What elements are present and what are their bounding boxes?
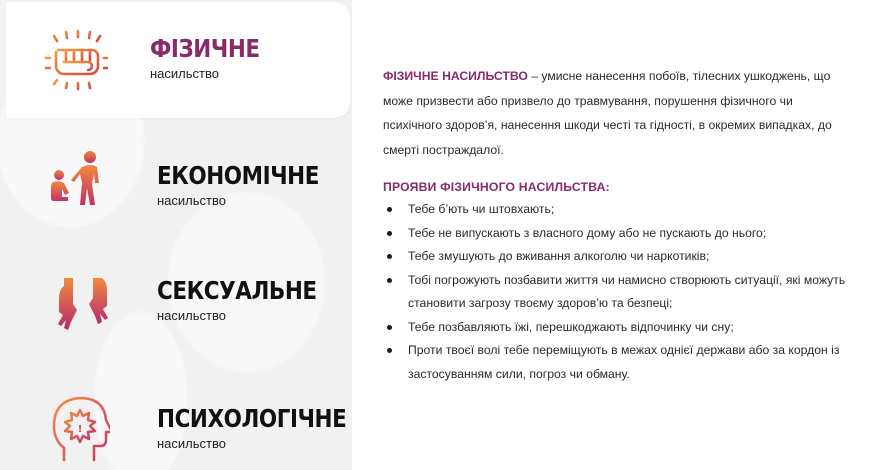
- list-item: Тобі погрожують позбавити життя чи намисно створюють ситуації, які можуть становити загрозу твоєму здоров’ю та безпеці;: [383, 269, 853, 316]
- list-item: Тебе не випускають з власного дому або не пускають до нього;: [383, 222, 853, 246]
- tab-economic-title: ЕКОНОМІЧНЕ: [157, 161, 319, 190]
- definition-term: ФІЗИЧНЕ НАСИЛЬСТВО: [383, 69, 528, 83]
- tab-physical-title: ФІЗИЧНЕ: [150, 34, 260, 63]
- definition-text: – умисне нанесення побоїв, тілесних ушкоджень, що може призвести або призвело до травмування, порушення фізичного чи психічного здоров’я, нанесення шкоди честі та гідності, в окремих випадках, до смерті постраждалої.: [383, 69, 832, 157]
- tab-psychological-title: ПСИХОЛОГІЧНЕ: [157, 404, 347, 433]
- tab-sexual[interactable]: [0, 240, 352, 358]
- list-item: Тебе б’ють чи штовхають;: [383, 198, 853, 222]
- tab-economic-subtitle: насильство: [157, 193, 226, 208]
- people-kneeling-icon: [46, 149, 110, 213]
- head-burst-icon: [50, 394, 110, 466]
- svg-text:!: !: [77, 424, 83, 435]
- tab-sexual-title: СЕКСУАЛЬНЕ: [157, 276, 317, 305]
- definition-paragraph: [383, 64, 853, 162]
- tab-physical[interactable]: [6, 2, 350, 118]
- tab-sexual-subtitle: насильство: [157, 308, 226, 323]
- tab-economic[interactable]: [0, 125, 352, 243]
- list-item: Тебе змушують до вживання алкоголю чи наркотиків;: [383, 245, 853, 269]
- fist-icon: [44, 28, 108, 92]
- list-item: Тебе позбавляють їжі, перешкоджають відпочинку чи сну;: [383, 316, 853, 340]
- violence-types-sidebar: [0, 0, 352, 470]
- tab-physical-subtitle: насильство: [150, 66, 219, 81]
- violence-description-panel: [383, 64, 853, 386]
- list-item: Проти твоєї волі тебе переміщують в межах однієї держави або за кордон із застосуванням сили, погроз чи обману.: [383, 339, 853, 386]
- tab-psychological-subtitle: насильство: [157, 436, 226, 451]
- manifestations-list: [383, 198, 853, 386]
- manifestations-heading: ПРОЯВИ ФІЗИЧНОГО НАСИЛЬСТВА:: [383, 180, 610, 194]
- tab-psychological[interactable]: [0, 352, 352, 470]
- hands-icon: [58, 276, 108, 334]
